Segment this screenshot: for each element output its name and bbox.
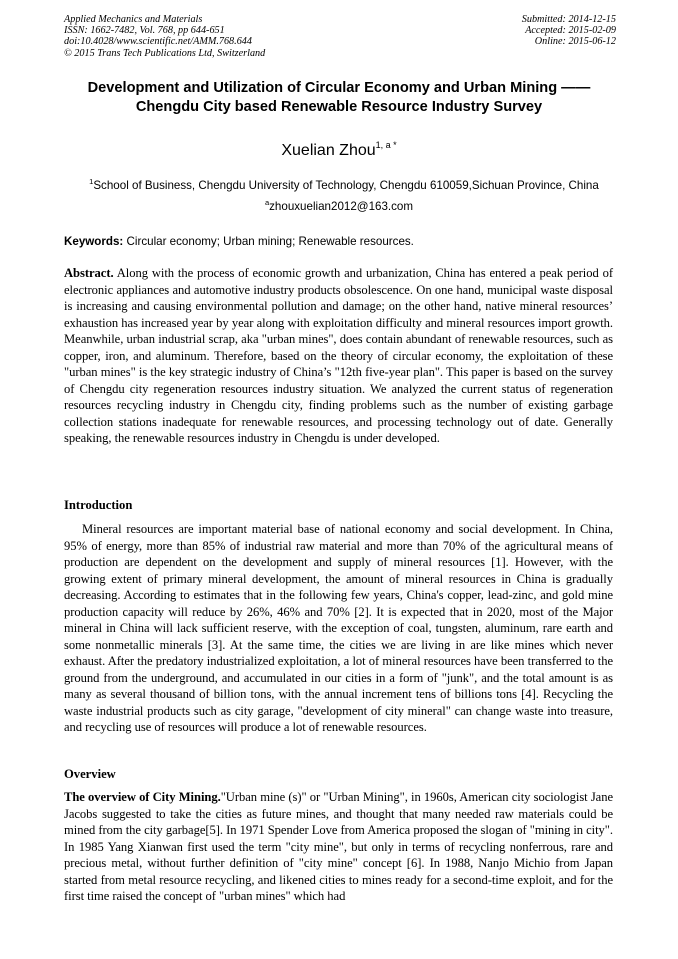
overview-text: "Urban mine (s)" or "Urban Mining", in 1960s, American city sociologist Jane Jacobs suggested to take the cities as future mines, and thought that many needed raw materials could be mined from the city garbage[5]. In 1971 Spender Love from America proposed the slogan of "mining in city". In 1985 Yang Xianwan first used the term "city mine", but only in terms of recycling nonferrous, rare and precious metal, without further definition of "city mine" concept [6]. In 1988, Nanjo Michio from Japan started from metal resource recycling, and likened cities to mines ready for a second-time exploit, and for the first time raised the concept of "urban mines" which had <box>64 790 613 903</box>
title-line-2: Chengdu City based Renewable Resource Industry Survey <box>135 99 543 115</box>
abstract-text: Along with the process of economic growth and urbanization, China has entered a peak period of electronic appliances and automotive industry products obsolescence. On one hand, municipal waste disposal is increasing and causing environmental pollution and damage; on the other hand, native mineral resources’ exhaustion has increased year by year along with exploitation difficulty and mineral resources import growth. Meanwhile, urban industrial scrap, aka "urban mines", does contain abundant of renewable resources, such as copper, iron, and aluminum. Therefore, based on the theory of circular economy, the exploitation of these "urban mines" is the key strategic industry of China’s "12th five-year plan". This paper is based on the survey of Chengdu city regeneration resources industry situation. We analyzed the current status of regeneration resources recycling industry in Chengdu city, finding problems such as the number of existing garbage collection stations inadequate for renewable resources, and processing technology out of date. Generally speaking, the renewable resources industry in Chengdu is under developed. <box>64 266 613 445</box>
journal-copyright: © 2015 Trans Tech Publications Ltd, Switzerland <box>64 47 266 59</box>
affiliation-superscript: 1 <box>89 177 94 186</box>
submitted-date: Submitted: 2014-12-15 <box>521 14 616 25</box>
overview-run-head: The overview of City Mining. <box>64 790 221 804</box>
keywords <box>64 234 414 250</box>
accepted-date: Accepted: 2015-02-09 <box>525 25 616 37</box>
affiliation-text: School of Business, Chengdu University of Technology, Chengdu 610059,Sichuan Province, China <box>93 179 599 192</box>
journal-issn: ISSN: 1662-7482, Vol. 768, pp 644-651 <box>64 25 225 37</box>
introduction-heading: Introduction <box>64 498 133 512</box>
journal-doi: doi:10.4028/www.scientific.net/AMM.768.644 <box>64 36 252 48</box>
author-line <box>0 141 678 161</box>
email-superscript: a <box>264 198 270 207</box>
author-name: Xuelian Zhou <box>281 142 376 159</box>
introduction-paragraph: Mineral resources are important material base of national economy and social development. In China, 95% of energy, more than 85% of industrial raw material and more than 70% of the agricultural means of production are dependent on the development and supply of mineral resources [1]. However, with the growing extent of primary mineral development, the amount of mineral resources in China is gradually decreasing. According to estimates that in the following few years, China's copper, lead-zinc, and gold mine production capacity will reduce by 26%, 46% and 70% [2]. It is expected that in 2020, most of the Major mineral in China will lack sufficient reserve, with the exception of coal, tungsten, aluminum, rare earth and some nonmetallic minerals [3]. At the same time, the cities we are living in are like mines which never exhaust. After the predatory industrialized exploitation, a lot of mineral resources have been transferred to the ground from the underground, and accumulated in our cities in a form of "junk", and the total amount is as many as several thousand of billion tons, with the annual increment tens of billions tons [4]. Recycling the waste industrial products such as city garage, "development of city mineral" can change waste into treasure, and recycling use of resources will produce a lot of renewable resources. <box>64 522 613 734</box>
author-superscript: 1, a * <box>375 140 397 150</box>
keywords-text: Circular economy; Urban mining; Renewable resources. <box>126 235 414 248</box>
affiliation <box>64 178 624 194</box>
journal-header-right <box>522 14 616 48</box>
title-line-1: Development and Utilization of Circular Economy and Urban Mining —— <box>87 80 591 96</box>
overview-paragraph <box>64 789 613 905</box>
journal-header-left <box>64 14 265 59</box>
online-date: Online: 2015-06-12 <box>534 36 616 48</box>
email-text: zhouxuelian2012@163.com <box>269 200 414 213</box>
author-email <box>0 199 678 215</box>
journal-name: Applied Mechanics and Materials <box>64 14 203 25</box>
paper-title <box>40 79 638 117</box>
keywords-label: Keywords: <box>64 235 124 248</box>
overview-heading: Overview <box>64 767 116 781</box>
abstract <box>64 265 613 447</box>
abstract-label: Abstract. <box>64 266 114 280</box>
